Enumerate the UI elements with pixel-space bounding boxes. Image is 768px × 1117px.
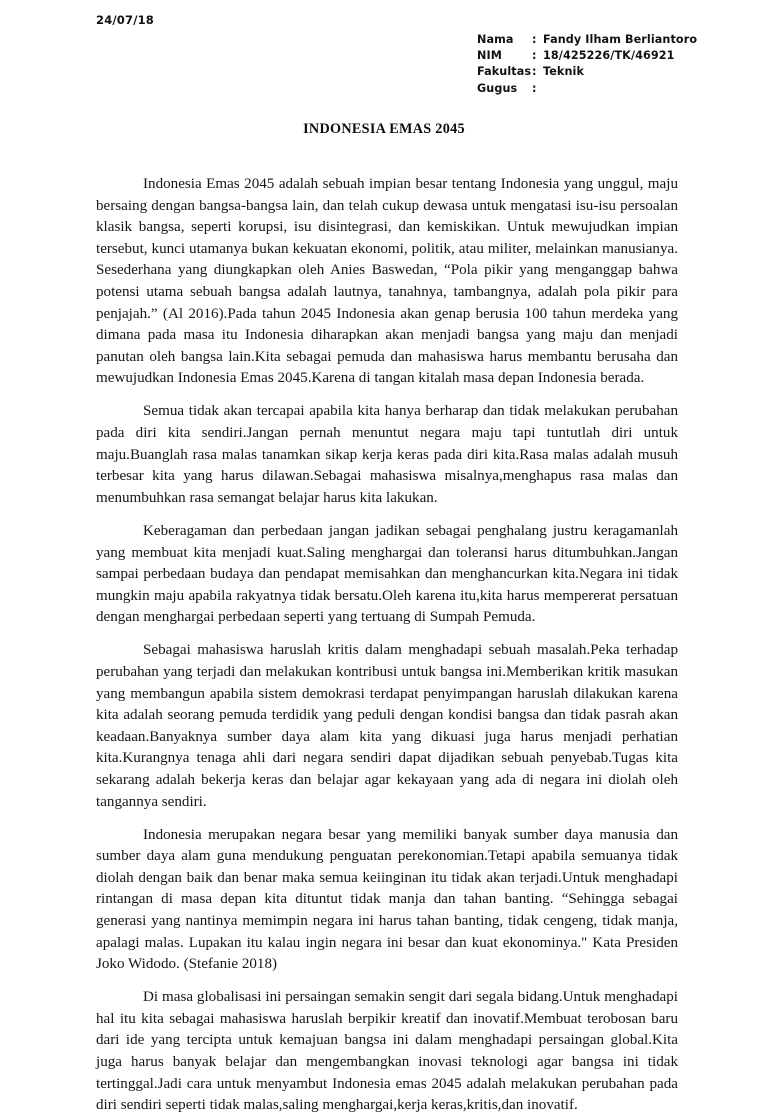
body-paragraph: Keberagaman dan perbedaan jangan jadikan sebagai penghalang justru keragamanlah yang membuat kita menjadi kuat.Saling menghargai dan toleransi harus ditumbuhkan.Jangan sampai perbedaan budaya dan pendapat memisahkan dan menghancurkan kita.Negara ini tidak mungkin maju apabila rakyatnya tidak bersatu.Oleh karena itu,kita harus mempererat persatuan dengan menghargai perbedaan seperti yang tertuang di Sumpah Pemuda.: [96, 522, 678, 626]
label-gugus: Gugus: [477, 81, 518, 95]
value-nim: 18/425226/TK/46921: [543, 49, 675, 63]
student-info-row-gugus: [477, 81, 697, 97]
document-date: 24/07/18: [96, 13, 155, 27]
page-title: INDONESIA EMAS 2045: [303, 121, 465, 137]
body-paragraph: Indonesia merupakan negara besar yang memiliki banyak sumber daya manusia dan sumber daya alam guna mendukung penguatan perekonomian.Tetapi apabila semuanya tidak diolah dengan baik dan benar maka semua keiinginan itu tidak akan terjadi.Untuk menghadapi rintangan di masa depan kita dituntut tidak manja dan tahan banting. “Sehingga sebagai generasi yang nantinya memimpin negara ini harus tahan banting, tidak cengeng, tidak manja, apalagi malas. Lupakan itu kalau ingin negara ini besar dan kuat ekonominya." Kata Presiden Joko Widodo. (Stefanie 2018): [96, 826, 678, 973]
student-info-row-nim: [477, 48, 697, 64]
colon-nama: :: [532, 33, 537, 46]
colon-fakultas: :: [532, 65, 537, 79]
label-fakultas: Fakultas: [477, 65, 532, 79]
body-paragraph: Indonesia Emas 2045 adalah sebuah impian besar tentang Indonesia yang unggul, maju bersaing dengan bangsa-bangsa lain, dan telah cukup dewasa untuk mengatasi isu-isu persoalan klasik bangsa, seperti korupsi, isu disintegrasi, dan kemiskikan. Untuk mewujudkan impian tersebut, kunci utamanya bukan kekuatan ekonomi, politik, atau militer, melainkan manusianya. Sesederhana yang diungkapkan oleh Anies Baswedan, “Pola pikir yang menganggap bahwa potensi utama sebuah bangsa adalah lautnya, tanahnya, tambangnya, adalah pola pikir para penjajah.” (Al 2016).Pada tahun 2045 Indonesia akan genap berusia 100 tahun merdeka yang dimana pada masa itu Indonesia diharapkan akan menjadi bangsa yang maju dan menjadi panutan oleh bangsa lain.Kita sebagai pemuda dan mahasiswa harus membantu berusaha dan mewujudkan Indonesia Emas 2045.Karena di tangan kitalah masa depan Indonesia berada.: [96, 176, 678, 387]
colon-gugus: :: [532, 81, 537, 95]
student-info-block: [477, 32, 697, 97]
colon-nim: :: [532, 49, 537, 63]
value-nama: Fandy Ilham Berliantoro: [543, 33, 698, 46]
body-paragraph: Sebagai mahasiswa haruslah kritis dalam menghadapi sebuah masalah.Peka terhadap perubahan yang terjadi dan melakukan kontribusi untuk bangsa ini.Memberikan kritik masukan yang membangun apabila sistem demokrasi terdapat penyimpangan haruslah dilakukan karena kita adalah seorang pemuda terdidik yang peduli dengan kondisi bangsa dan tidak pasrah akan keadaan.Banyaknya sumber daya alam kita yang dikuasi juga harus menjadi perhatian kita.Kurangnya tenaga ahli dari negara sendiri dapat dijadikan sebuah penyebab.Tugas kita sekarang adalah bekerja keras dan belajar agar kekayaan yang ada di negara ini diolah oleh tangannya sendiri.: [96, 642, 678, 810]
label-nama: Nama: [477, 33, 514, 46]
student-info-row-fakultas: [477, 64, 697, 80]
value-fakultas: Teknik: [543, 65, 585, 79]
document-body: [96, 174, 678, 1117]
student-info-row-nama: [477, 32, 697, 48]
body-paragraph: Semua tidak akan tercapai apabila kita hanya berharap dan tidak melakukan perubahan pada diri kita sendiri.Jangan pernah menuntut negara maju tapi tuntutlah diri untuk maju.Buanglah rasa malas tanamkan sikap kerja keras pada diri kita.Rasa malas adalah musuh terbesar kita yang harus dilawan.Sebagai mahasiswa misalnya,menghapus rasa malas dan menumbuhkan rasa semangat belajar harus kita lakukan.: [96, 403, 678, 506]
label-nim: NIM: [477, 49, 502, 63]
body-paragraph: Di masa globalisasi ini persaingan semakin sengit dari segala bidang.Untuk menghadapi hal itu kita sebagai mahasiswa haruslah berpikir kreatif dan inovatif.Membuat terobosan baru dari ide yang tercipta untuk kemajuan bangsa ini dalam menghadapi persaingan global.Kita juga harus banyak belajar dan mengembangkan inovasi teknologi agar bangsa ini tidak tertinggal.Jadi cara untuk menyambut Indonesia emas 2045 adalah melakukan perubahan pada diri sendiri seperti tidak malas,saling menghargai,kerja keras,kritis,dan inovatif.: [96, 989, 678, 1114]
